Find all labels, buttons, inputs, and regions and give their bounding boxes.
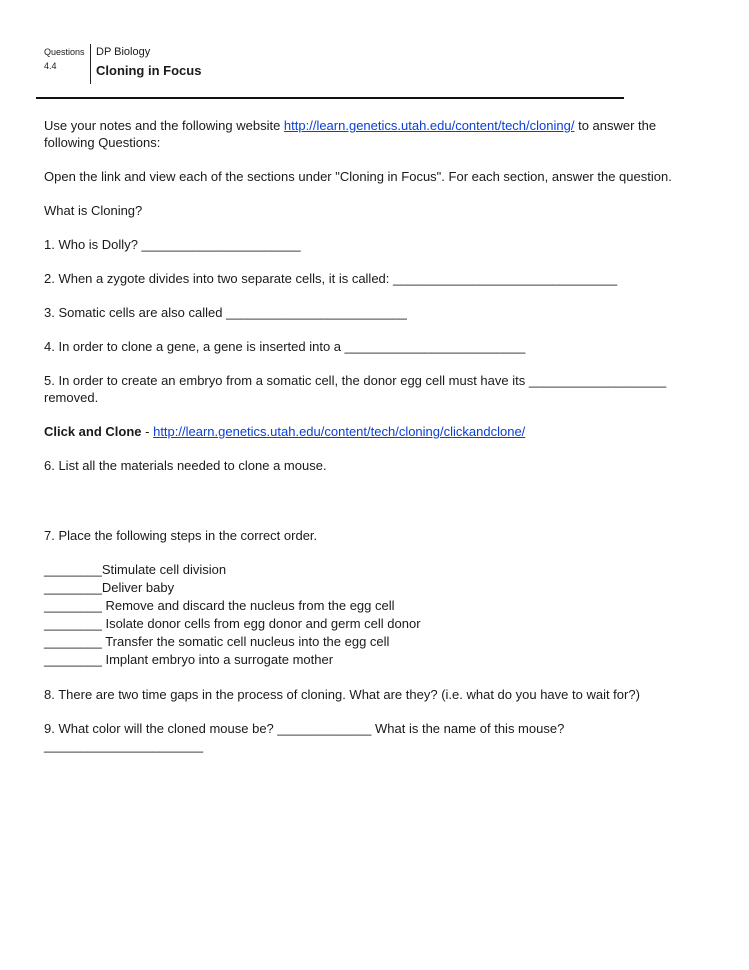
question-3: 3. Somatic cells are also called _________________________ xyxy=(44,305,407,320)
header-section-label xyxy=(44,45,88,73)
intro-text-after: to answer the following Questions: xyxy=(44,118,657,150)
header-questions-label: Questions xyxy=(44,47,85,57)
step-item: ________ Remove and discard the nucleus from the egg cell xyxy=(44,598,395,613)
question-7: 7. Place the following steps in the correct order. xyxy=(44,528,318,543)
step-item: ________Deliver baby xyxy=(44,580,175,595)
step-item: ________ Isolate donor cells from egg donor and germ cell donor xyxy=(44,616,421,631)
click-and-clone-separator: - xyxy=(141,424,154,439)
worksheet-content xyxy=(44,117,709,754)
question-5: 5. In order to create an embryo from a somatic cell, the donor egg cell must have its ___________________ removed. xyxy=(44,373,667,405)
question-1: 1. Who is Dolly? ______________________ xyxy=(44,237,301,252)
page-title: Cloning in Focus xyxy=(96,63,202,78)
cloning-website-link[interactable]: http://learn.genetics.utah.edu/content/tech/cloning/ xyxy=(283,118,575,133)
question-4: 4. In order to clone a gene, a gene is inserted into a _________________________ xyxy=(44,339,526,354)
click-and-clone-link[interactable]: http://learn.genetics.utah.edu/content/tech/cloning/clickandclone/ xyxy=(153,424,526,439)
click-and-clone-label: Click and Clone xyxy=(44,424,142,439)
click-and-clone-line xyxy=(44,423,709,440)
instructions-paragraph: Open the link and view each of the sections under "Cloning in Focus". For each section, answer the question. xyxy=(44,169,672,184)
question-6: 6. List all the materials needed to clone a mouse. xyxy=(44,458,327,473)
intro-paragraph xyxy=(44,117,709,151)
step-item: ________Stimulate cell division xyxy=(44,562,227,577)
header-rule xyxy=(36,97,624,99)
steps-list xyxy=(44,561,709,669)
intro-text-before: Use your notes and the following website xyxy=(44,118,284,133)
question-9 xyxy=(44,720,709,754)
question-2: 2. When a zygote divides into two separate cells, it is called: _______________________________ xyxy=(44,271,618,286)
course-name: DP Biology xyxy=(96,46,151,58)
question-9-blank: ______________________ xyxy=(44,738,204,753)
question-9-text: 9. What color will the cloned mouse be? _____________ What is the name of this mouse? xyxy=(44,721,565,736)
section-heading: What is Cloning? xyxy=(44,203,143,218)
header-divider xyxy=(90,44,91,84)
step-item: ________ Transfer the somatic cell nucleus into the egg cell xyxy=(44,634,390,649)
step-item: ________ Implant embryo into a surrogate mother xyxy=(44,652,334,667)
question-8: 8. There are two time gaps in the process of cloning. What are they? (i.e. what do you have to wait for?) xyxy=(44,687,640,702)
header-section-number: 4.4 xyxy=(44,61,57,71)
